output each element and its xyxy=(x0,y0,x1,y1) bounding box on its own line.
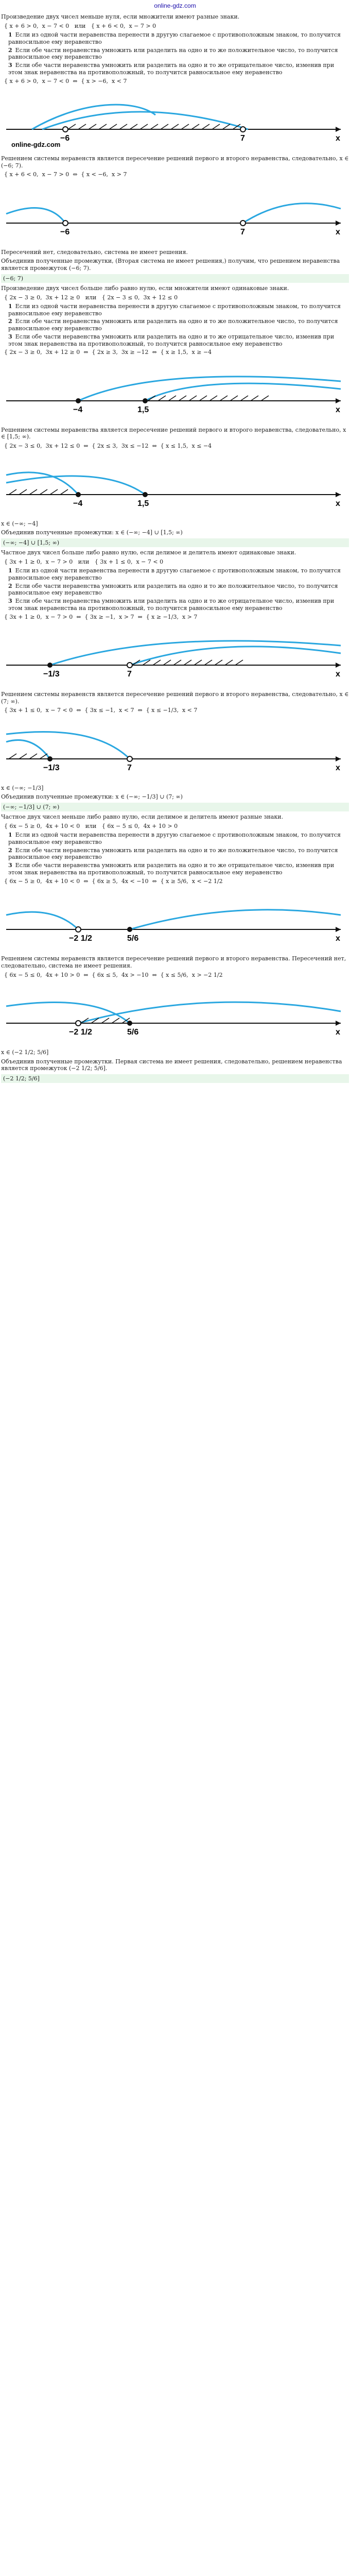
union-text: Объединив полученные промежутки, (Вторая система не имеет решения,) получим, что решением неравенства является промежуток (−6; 7). xyxy=(1,258,340,272)
problem-4 xyxy=(1,814,349,1083)
rule-3: 3 Если обе части неравенства умножить или разделить на одно и то же отрицательное число, изменив при этом знак неравенства на противоположный, то получится равносильное ему неравенство xyxy=(8,598,335,612)
number-line-3 xyxy=(1,361,350,422)
axis-label: x xyxy=(336,227,340,236)
tick-label: 7 xyxy=(127,763,132,772)
tick-label: 7 xyxy=(127,669,132,679)
rule-3: 3 Если обе части неравенства умножить или разделить на одно и то же отрицательное число, изменив при этом знак неравенства на противоположный, то получится равносильное ему неравенство xyxy=(8,333,335,347)
system-solved: { 2x − 3 ≥ 0, 3x + 12 ≥ 0 ⇔ { 2x ≥ 3, 3x ≥ −12 ⇔ { x ≥ 1,5, x ≥ −4 xyxy=(4,349,212,356)
tick-label: 7 xyxy=(240,133,245,143)
system-pair: { x + 6 > 0, x − 7 < 0 или { x + 6 < 0, x − 7 > 0 xyxy=(4,22,156,29)
problem-intro: Частное двух чисел меньше либо равно нулю, если делимое и делитель имеют разные знаки. xyxy=(1,814,284,821)
rule-1: 1 Если из одной части неравенства перенести в другую слагаемое с противоположным знаком, то получится равносильное ему неравенство xyxy=(8,31,341,45)
problem-intro: Частное двух чисел больше либо равно нулю, если делимое и делитель имеют одинаковые знаки. xyxy=(1,549,296,556)
tick-label: 1,5 xyxy=(137,405,149,414)
answer: (−∞; −1/3] ∪ (7; ∞) xyxy=(1,803,349,811)
after-text: x ∈ (−∞; −1/3] xyxy=(1,784,44,791)
tick-label: −4 xyxy=(73,499,83,508)
number-line-2 xyxy=(1,183,350,245)
tick-label: −4 xyxy=(73,405,83,414)
rule-3: 3 Если обе части неравенства умножить или разделить на одно и то же отрицательное число, изменив при этом знак неравенства на противоположный, то получится равносильное ему неравенство xyxy=(8,62,335,76)
number-line-5 xyxy=(1,625,350,687)
number-line-4 xyxy=(1,454,350,516)
tick-label: −6 xyxy=(60,133,70,143)
tick-label: 5/6 xyxy=(127,1027,139,1037)
problem-3 xyxy=(1,549,349,811)
tick-label: −6 xyxy=(60,227,70,236)
conclusion: Решением системы неравенств является пересечение решений первого и второго неравенства, следовательно, x ∈ (−6; 7). xyxy=(1,155,349,169)
union-text: Объединив полученные промежутки. Первая система не имеет решения, следовательно, решением неравенства является промежуток (−2 1/2; 5/6]. xyxy=(1,1058,342,1072)
tick-label: 5/6 xyxy=(127,934,139,943)
problem-2 xyxy=(1,285,349,547)
answer: (−6; 7) xyxy=(1,274,349,283)
system-pair: { 3x + 1 ≥ 0, x − 7 > 0 или { 3x + 1 ≤ 0, x − 7 < 0 xyxy=(4,558,164,565)
rule-2: 2 Если обе части неравенства умножить или разделить на одно и то же положительное число, то получится равносильное ему неравенство xyxy=(8,318,338,332)
tick-label: −2 1/2 xyxy=(69,934,92,943)
axis-label: x xyxy=(336,763,340,772)
watermark: online-gdz.com xyxy=(11,140,61,148)
site-link[interactable]: online-gdz.com xyxy=(154,2,196,9)
page xyxy=(0,0,350,1083)
after-text: Пересечений нет, следовательно, система не имеет решения. xyxy=(1,248,188,256)
number-line-7 xyxy=(1,889,350,951)
conclusion: Решением системы неравенств является пересечение решений первого и второго неравенства. Пересечений нет, следовательно, система не имеет решения. xyxy=(1,955,346,969)
tick-label: 7 xyxy=(240,227,245,236)
union-text: Объединив полученные промежутки: x ∈ (−∞; −4] ∪ [1,5; ∞) xyxy=(1,529,183,536)
number-line-6 xyxy=(1,719,350,781)
axis-label: x xyxy=(336,499,340,508)
rule-2: 2 Если обе части неравенства умножить или разделить на одно и то же положительное число, то получится равносильное ему неравенство xyxy=(8,582,338,597)
tick-label: −2 1/2 xyxy=(69,1027,92,1037)
system-pair: { 2x − 3 ≥ 0, 3x + 12 ≥ 0 или { 2x − 3 ≤ 0, 3x + 12 ≤ 0 xyxy=(4,294,178,301)
problem-1 xyxy=(1,13,349,283)
rule-1: 1 Если из одной части неравенства перенести в другую слагаемое с противоположным знаком, то получится равносильное ему неравенство xyxy=(8,832,341,845)
number-line-1 xyxy=(1,89,350,151)
rule-1: 1 Если из одной части неравенства перенести в другую слагаемое с противоположным знаком, то получится равносильное ему неравенство xyxy=(8,567,341,581)
problem-intro: Произведение двух чисел больше либо равно нулю, если множители имеют одинаковые знаки. xyxy=(1,284,289,292)
conclusion: Решением системы неравенства является пересечение решений первого и второго неравенства, следовательно, x ∈ [1,5; ∞). xyxy=(1,426,346,440)
after-text: x ∈ (−2 1/2; 5/6] xyxy=(1,1048,49,1056)
system-second: { 2x − 3 ≤ 0, 3x + 12 ≤ 0 ⇔ { 2x ≤ 3, 3x ≤ −12 ⇔ { x ≤ 1,5, x ≤ −4 xyxy=(4,443,212,450)
rule-1: 1 Если из одной части неравенства перенести в другую слагаемое с противоположным знаком, то получится равносильное ему неравенство xyxy=(8,302,341,317)
axis-label: x xyxy=(336,133,340,143)
tick-label: −1/3 xyxy=(43,763,60,772)
axis-label: x xyxy=(336,1027,340,1037)
union-text: Объединив полученные промежутки: x ∈ (−∞; −1/3] ∪ (7; ∞) xyxy=(1,793,183,801)
system-solved: { 3x + 1 ≥ 0, x − 7 > 0 ⇔ { 3x ≥ −1, x > 7 ⇔ { x ≥ −1/3, x > 7 xyxy=(4,613,198,620)
problem-intro: Произведение двух чисел меньше нуля, если множители имеют разные знаки. xyxy=(1,13,240,20)
after-text: x ∈ (−∞; −4] xyxy=(1,520,38,527)
tick-label: −1/3 xyxy=(43,669,60,679)
axis-label: x xyxy=(336,669,340,679)
system-solved: { x + 6 > 0, x − 7 < 0 ⇔ { x > −6, x < 7 xyxy=(4,77,127,84)
conclusion: Решением системы неравенств является пересечение решений первого и второго неравенства, следовательно, x ∈ (7; ∞). xyxy=(1,690,349,705)
answer: (−∞; −4] ∪ [1,5; ∞) xyxy=(1,538,349,547)
rule-2: 2 Если обе части неравенства умножить или разделить на одно и то же положительное число, то получится равносильное ему неравенство xyxy=(8,46,338,61)
axis-label: x xyxy=(336,934,340,943)
rule-2: 2 Если обе части неравенства умножить или разделить на одно и то же положительное число, то получится равносильное ему неравенство xyxy=(8,846,338,861)
tick-label: 1,5 xyxy=(137,499,149,508)
system-pair: { 6x − 5 ≥ 0, 4x + 10 < 0 или { 6x − 5 ≤ 0, 4x + 10 > 0 xyxy=(4,822,178,829)
rule-3: 3 Если обе части неравенства умножить или разделить на одно и то же отрицательное число, изменив при этом знак неравенства на противоположный, то получится равносильное ему неравенство xyxy=(8,862,335,876)
number-line-8 xyxy=(1,983,350,1045)
answer: (−2 1/2; 5/6] xyxy=(1,1074,349,1083)
system-second: { 3x + 1 ≤ 0, x − 7 < 0 ⇔ { 3x ≤ −1, x < 7 ⇔ { x ≤ −1/3, x < 7 xyxy=(4,707,198,714)
system-second: { 6x − 5 ≤ 0, 4x + 10 > 0 ⇔ { 6x ≤ 5, 4x > −10 ⇔ { x ≤ 5/6, x > −2 1/2 xyxy=(4,971,223,978)
system-second: { x + 6 < 0, x − 7 > 0 ⇔ { x < −6, x > 7 xyxy=(4,171,127,178)
system-solved: { 6x − 5 ≥ 0, 4x + 10 < 0 ⇔ { 6x ≥ 5, 4x < −10 ⇔ { x ≥ 5/6, x < −2 1/2 xyxy=(4,877,223,885)
axis-label: x xyxy=(336,405,340,414)
